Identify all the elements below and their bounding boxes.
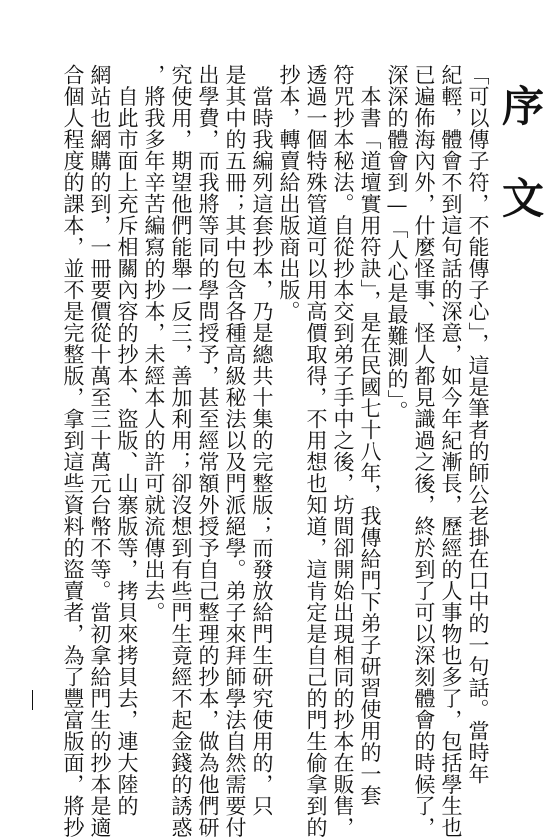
text-column-4: 深深的體會到—「人心是最難測的」。 (385, 64, 409, 422)
text-column-8: 抄本，轉賣給出版商出版。 (277, 64, 301, 322)
text-column-9: 當時我編列這套抄本，乃是總共十集的完整版；而發放給門生研究使用的，只 (250, 64, 274, 817)
text-column-16: 合個人程度的課本，並不是完整版，拿到這些資料的盜賣者，為了豐富版面，將抄 (61, 64, 85, 838)
title-char-1: 序 (501, 82, 544, 131)
text-column-15: 網站也網購的到，一冊要價從十萬至三十萬元台幣不等。當初拿給門生的抄本是適 (88, 64, 112, 838)
text-column-7: 透過一個特殊管道可以用高價取得，不用想也知道，這肯定是自己的門生偷拿到的 (304, 64, 328, 838)
text-column-12: 究使用，期望他們能舉一反三，善加利用；卻沒想到有些門生竟經不起金錢的誘惑 (169, 64, 193, 838)
text-column-6: 符咒抄本秘法。自從抄本交到弟子手中之後，坊間卻開始出現相同的抄本在販售， (331, 64, 355, 838)
text-column-1: 「可以傳子符，不能傳子心」，這是筆者的師公老掛在口中的一句話。當時年 (466, 64, 490, 785)
text-column-2: 紀輕，體會不到這句話的深意，如今年紀漸長，歷經的人事物也多了，包括學生也 (439, 64, 463, 838)
text-column-3: 已遍佈海內外，什麼怪事、怪人都見識過之後，終於到了可以深刻體會的時候了， (412, 64, 436, 838)
page-number-mark (32, 690, 33, 710)
text-column-5: 本書「道壇實用符訣」，是在民國七十八年，我傳給門下弟子研習使用的一套 (358, 64, 382, 806)
text-column-14: 自此市面上充斥相關內容的抄本、盜版、山寨版等，拷貝來拷貝去，連大陸的 (115, 64, 139, 817)
text-column-11: 出學費，而我將等同的學問授予，甚至經常額外授予自己整理的抄本，做為他們研 (196, 64, 220, 838)
title-char-2: 文 (501, 174, 544, 223)
text-column-13: ，將我多年辛苦編寫的抄本，未經本人的許可就流傳出去。 (142, 64, 166, 623)
text-column-10: 是其中的五冊；其中包含各種高級秘法以及門派絕學。弟子來拜師學法自然需要付 (223, 64, 247, 838)
